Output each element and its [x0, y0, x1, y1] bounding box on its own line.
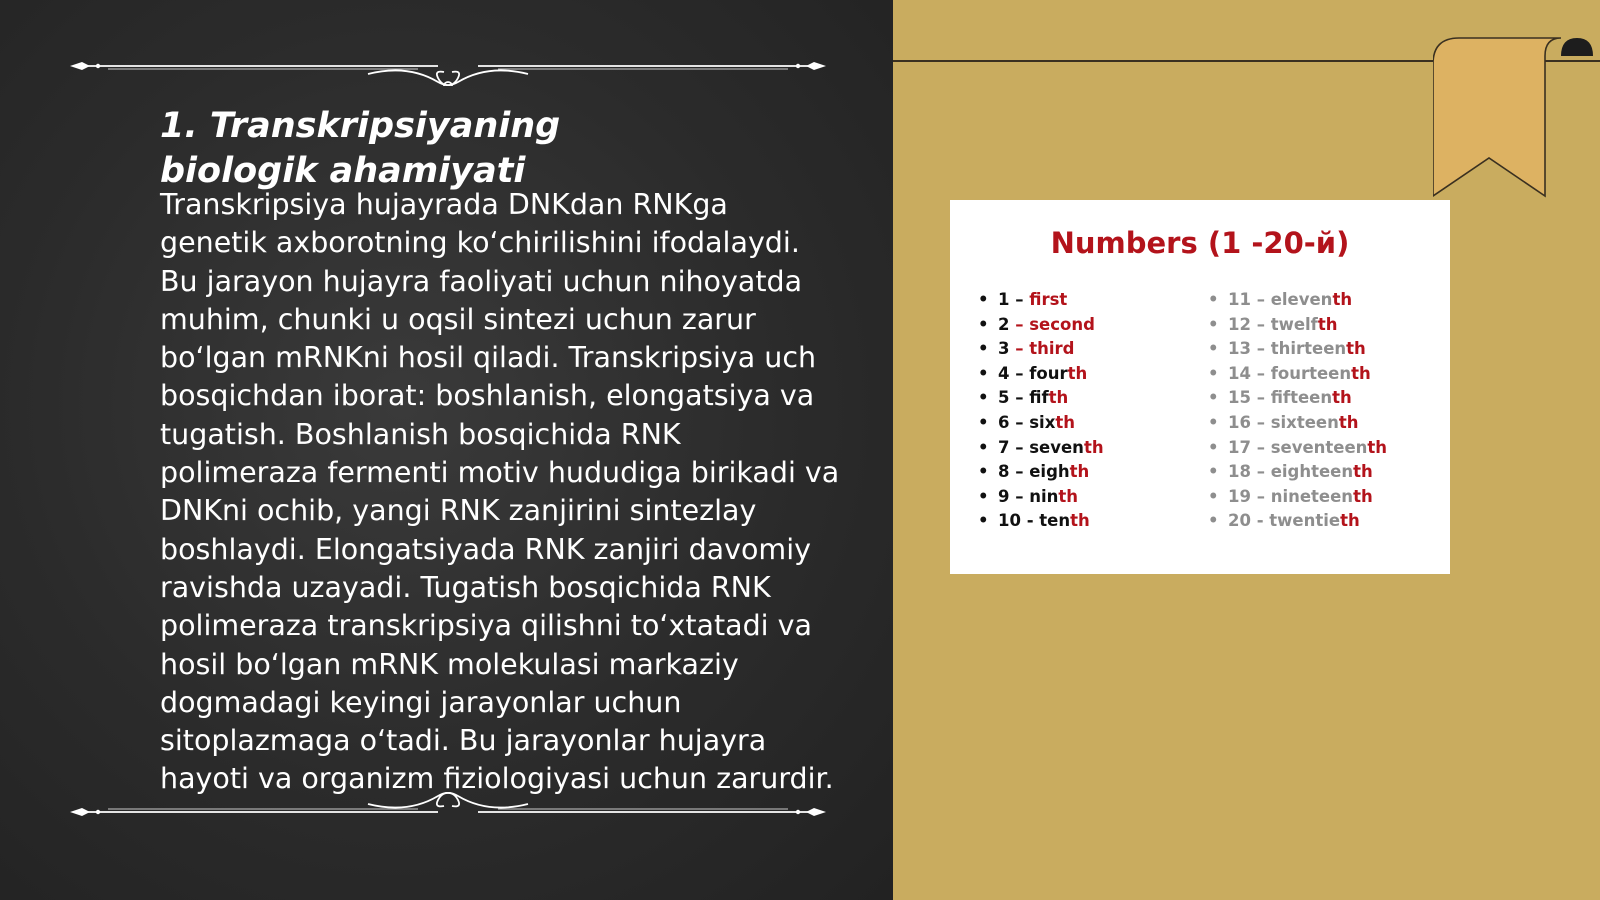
list-item: • 16 – sixteenth: [1208, 412, 1359, 432]
slide-title: 1. Transkripsiyaning biologik ahamiyati: [160, 106, 561, 191]
list-item: • 17 – seventeenth: [1208, 437, 1388, 457]
list-item: • 15 – fifteenth: [1208, 388, 1352, 408]
list-item: • 12 – twelfth: [1208, 314, 1338, 334]
list-item: • 19 – nineteenth: [1208, 486, 1373, 506]
list-item: • 4 – fourth: [978, 363, 1088, 383]
slide-body-text: Transkripsiya hujayrada DNKdan RNKga genetik axborotning koʻchirilishini ifodalaydi. Bu jarayon hujayra faoliyati uchun nihoyatda muhim, chunki u oqsil sintezi uchun zarur boʻlgan mRNKni hosil qiladi. Transkripsiya uch bosqichdan iborat: boshlanish, elongatsiya va tugatish. Boshlanish bosqichida RNK polimeraza fermenti motiv hududiga birikadi va DNKni ochib, yangi RNK zanjirini sintezlay boshlaydi. Elongatsiyada RNK zanjiri davomiy ravishda uzayadi. Tugatish bosqichida RNK polimeraza transkripsiya qilishni toʻxtatadi va hosil boʻlgan mRNK molekulasi markaziy dogmadagi keyingi jarayonlar uchun sitoplazmaga oʻtadi. Bu jarayonlar hujayra hayoti va organizm fiziologiyasi uchun zarurdir.: [160, 188, 840, 796]
list-item: • 11 – eleventh: [1208, 290, 1353, 309]
list-item: • 5 – fifth: [978, 388, 1069, 408]
list-item: • 20 - twentieth: [1208, 511, 1360, 531]
list-item: • 3 – third: [978, 339, 1075, 359]
list-item: • 6 – sixth: [978, 412, 1075, 432]
list-item: • 13 – thirteenth: [1208, 339, 1366, 359]
list-item: • 14 – fourteenth: [1208, 363, 1371, 383]
list-item: • 18 – eighteenth: [1208, 462, 1373, 482]
list-item: • 1 – first: [978, 290, 1068, 309]
list-item: • 10 - tenth: [978, 511, 1090, 531]
numbers-list-11-20: [1208, 288, 1387, 534]
numbers-list-1-10: [978, 288, 1104, 534]
list-item: • 9 – ninth: [978, 486, 1079, 506]
ornament-bottom-icon: [68, 792, 828, 832]
numbers-card-title: Numbers (1 -20-й): [1050, 226, 1350, 260]
list-item: • 8 – eighth: [978, 462, 1090, 482]
bookmark-ribbon-icon: [1433, 30, 1593, 200]
list-item: • 2 – second: [978, 314, 1095, 334]
list-item: • 7 – seventh: [978, 437, 1104, 457]
numbers-card: [950, 200, 1450, 574]
ornament-top-icon: [68, 46, 828, 86]
